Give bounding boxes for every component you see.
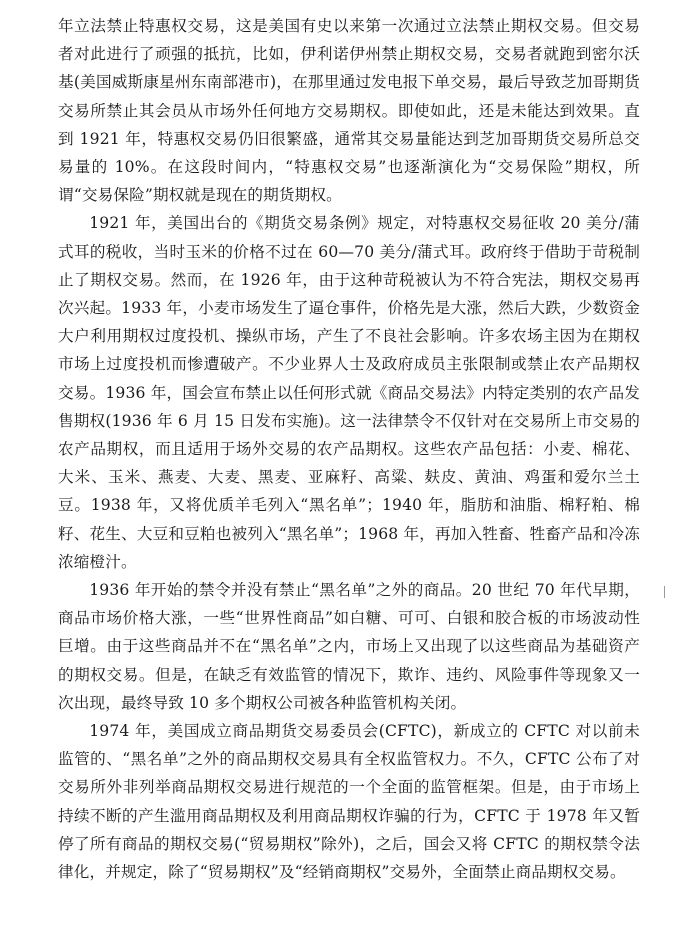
paragraph-1974-cftc: 1974 年，美国成立商品期货交易委员会(CFTC)，新成立的 CFTC 对以前未监管的、“黑名单”之外的商品期权交易具有全权监管权力。不久，CFTC 公布了对交易所外非列举商品期权交易进行规范的一个全面的监管框架。但是，由于市场上持续不断的产生滥用商品期权及利用商品期权诈骗的行为，CFTC 于 1978 年又暂停了所有商品的期权交易(“贸易期权”除外)，之后，国会又将 CFTC 的期权禁令法律化，并规定，除了“贸易期权”及“经销商期权”交易外，全面禁止商品期权交易。 xyxy=(58,722,640,882)
margin-mark xyxy=(664,586,665,598)
paragraph-1936-ban: 1936 年开始的禁令并没有禁止“黑名单”之外的商品。20 世纪 70 年代早期，商品市场价格大涨，一些“世界性商品”如白糖、可可、白银和胶合板的市场波动性巨增。由于这些商品并不在“黑名单”之内，市场上又出现了以这些商品为基础资产的期权交易。但是，在缺乏有效监管的情况下，欺诈、违约、风险事件等现象又一次出现，最终导致 10 多个期权公司被各种监管机构关闭。 xyxy=(58,581,640,712)
paragraph-continued: 年立法禁止特惠权交易，这是美国有史以来第一次通过立法禁止期权交易。但交易者对此进行了顽强的抵抗，比如，伊利诺伊州禁止期权交易，交易者就跑到密尔沃基(美国威斯康星州东南部港市)，在那里通过发电报下单交易，最后导致芝加哥期货交易所禁止其会员从市场外任何地方交易期权。即使如此，还是未能达到效果。直到 1921 年，特惠权交易仍旧很繁盛，通常其交易量能达到芝加哥期货交易所总交易量的 10%。在这段时间内，“特惠权交易”也逐渐演化为“交易保险”期权，所谓“交易保险”期权就是现在的期货期权。 xyxy=(58,17,640,205)
paragraph-1921-regulation: 1921 年，美国出台的《期货交易条例》规定，对特惠权交易征收 20 美分/蒲式耳的税收，当时玉米的价格不过在 60—70 美分/蒲式耳。政府终于借助于苛税制止了期权交易。然而，在 1926 年，由于这种苛税被认为不符合宪法，期权交易再次兴起。1933 年，小麦市场发生了逼仓事件，价格先是大涨，然后大跌，少数资金大户利用期权过度投机、操纵市场，产生了不良社会影响。许多农场主因为在期权市场上过度投机而惨遭破产。不少业界人士及政府成员主张限制或禁止农产品期权交易。1936 年，国会宣布禁止以任何形式就《商品交易法》内特定类别的农产品发售期权(1936 年 6 月 15 日发布实施)。这一法律禁令不仅针对在交易所上市交易的农产品期权，而且适用于场外交易的农产品期权。这些农产品包括：小麦、棉花、大米、玉米、燕麦、大麦、黑麦、亚麻籽、高粱、麸皮、黄油、鸡蛋和爱尔兰土豆。1938 年，又将优质羊毛列入“黑名单”；1940 年，脂肪和油脂、棉籽粕、棉籽、花生、大豆和豆粕也被列入“黑名单”；1968 年，再加入牲畜、牲畜产品和冷冻浓缩橙汁。 xyxy=(58,214,640,571)
document-page xyxy=(58,12,640,886)
